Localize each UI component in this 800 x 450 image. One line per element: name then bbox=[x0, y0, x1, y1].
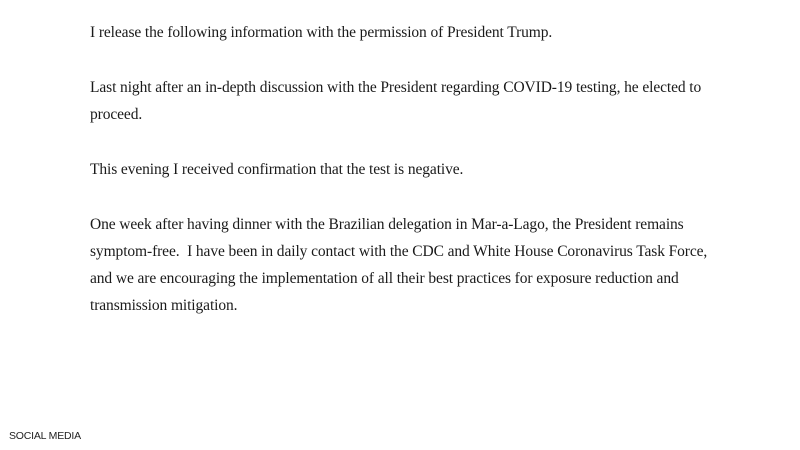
paragraph-symptom-status: One week after having dinner with the Brazilian delegation in Mar-a-Lago, the President remains symptom-free. I have been in daily contact with the CDC and White House Coronavirus Task Force, and we are encouraging the implementation of all their best practices for exposure reduction and transmission mitigation. bbox=[90, 216, 711, 314]
paragraph-permission: I release the following information with the permission of President Trump. bbox=[90, 24, 553, 41]
paragraph-test-result: This evening I received confirmation that the test is negative. bbox=[90, 161, 464, 178]
paragraph-testing-discussion: Last night after an in-depth discussion with the President regarding COVID-19 testing, he elected to proceed. bbox=[90, 79, 705, 123]
source-watermark: SOCIAL MEDIA bbox=[9, 430, 81, 442]
letter-body bbox=[90, 19, 730, 347]
